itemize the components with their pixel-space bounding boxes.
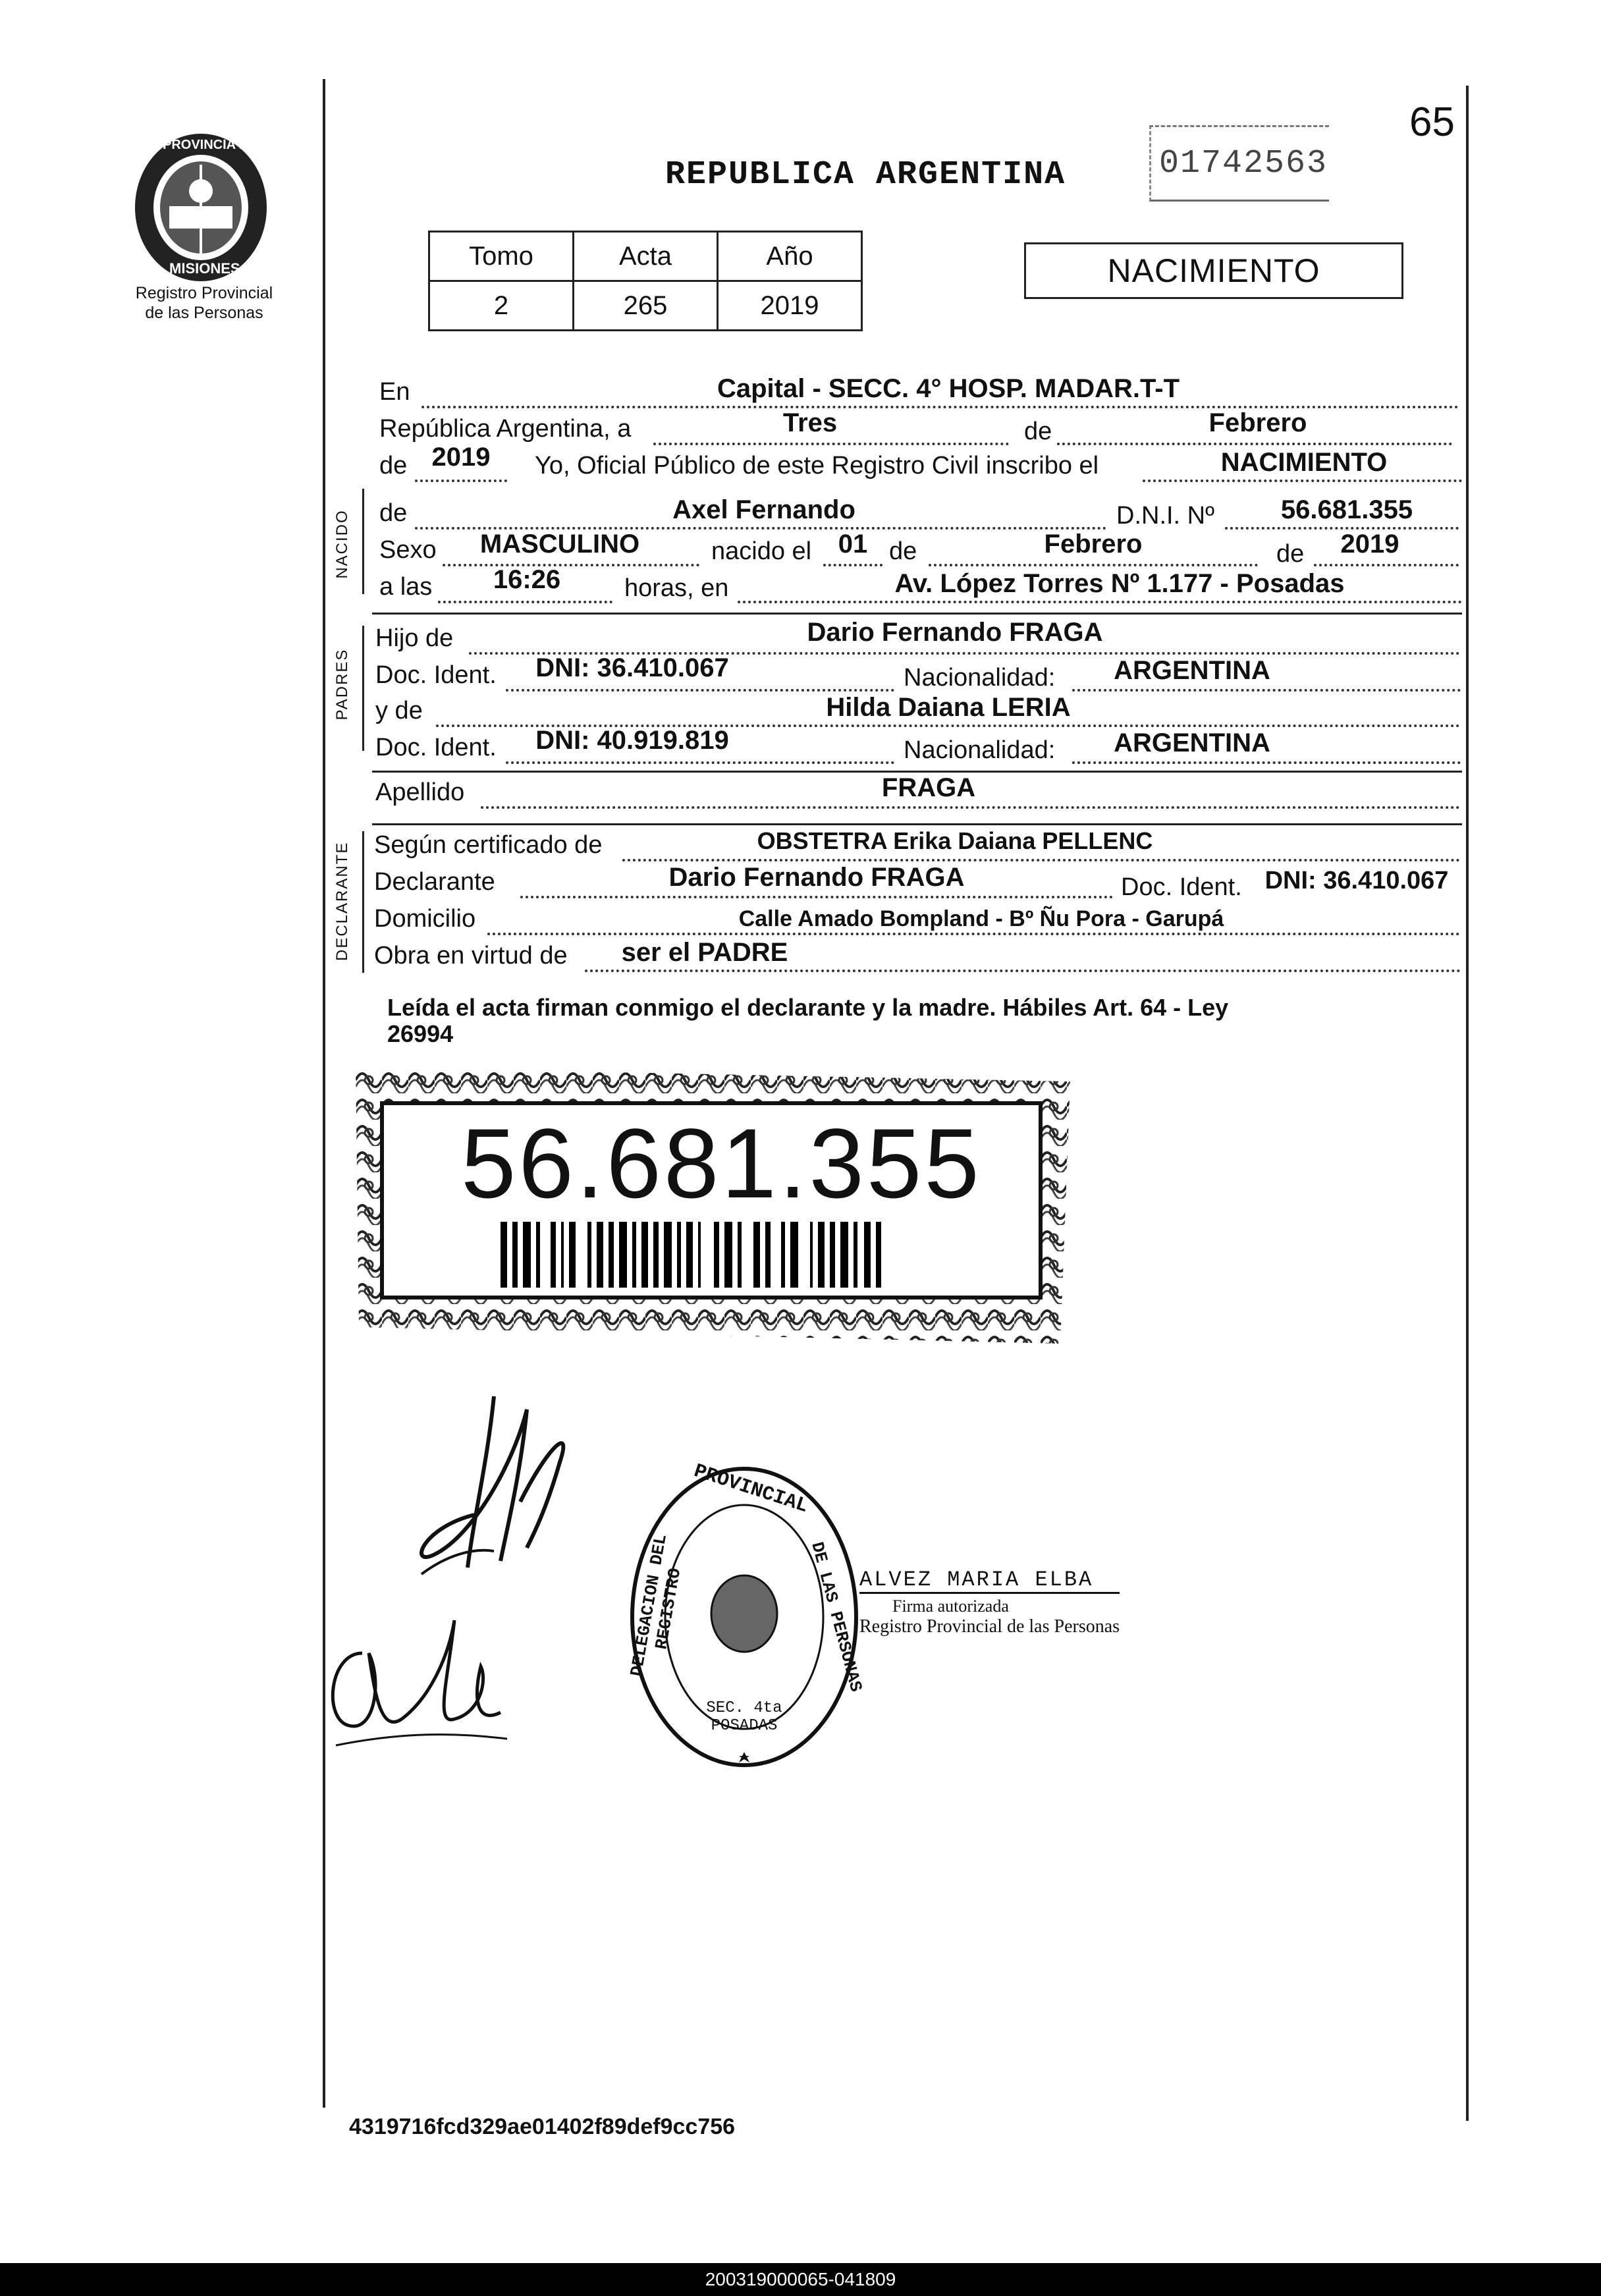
birth-day-value: 01	[838, 530, 868, 559]
de-label: de	[1024, 418, 1052, 445]
tomo-header: Tomo	[429, 232, 574, 281]
dots	[520, 896, 1113, 898]
nacido-section-label: NACIDO	[333, 509, 351, 579]
section-divider	[372, 771, 1462, 773]
republic-label: República Argentina, a	[379, 415, 632, 443]
cert-label: Según certificado de	[374, 831, 603, 859]
seal-inner-text: SEC. 4ta POSADAS	[706, 1699, 782, 1735]
tomo-value: 2	[429, 281, 574, 331]
dots	[738, 601, 1462, 603]
dots	[438, 601, 612, 603]
dni-label: D.N.I. Nº	[1116, 502, 1214, 530]
seal-ring-top: PROVINCIAL	[691, 1460, 811, 1518]
dots	[622, 859, 1460, 861]
section-divider	[372, 823, 1462, 825]
declarante-label: Declarante	[374, 868, 495, 896]
apellido-label: Apellido	[375, 779, 465, 806]
declarant-doc-value: DNI: 36.410.067	[1264, 867, 1449, 894]
domicilio-label: Domicilio	[374, 905, 476, 933]
birth-year-value: 2019	[1340, 530, 1399, 559]
acta-value: 265	[574, 281, 718, 331]
doc-ident-label: Doc. Ident.	[375, 661, 497, 689]
mother-signature	[323, 1600, 520, 1775]
left-margin-line	[323, 79, 325, 2108]
father-name-value: Dario Fernando FRAGA	[807, 618, 1103, 647]
emblem-text-bottom: MISIONES	[169, 260, 240, 277]
mother-nationality-value: ARGENTINA	[1114, 728, 1270, 757]
padres-bracket	[362, 626, 364, 751]
declarant-signature	[395, 1383, 593, 1584]
registry-label-line2: de las Personas	[145, 304, 263, 322]
dots	[506, 689, 894, 692]
doc-ident-label: Doc. Ident.	[375, 734, 497, 761]
dots	[929, 564, 1258, 566]
dots	[415, 479, 507, 482]
officer-text: Yo, Oficial Público de este Registro Civil inscribo el	[535, 452, 1099, 479]
time-label: a las	[379, 573, 433, 601]
registry-label	[99, 283, 310, 323]
surname-value: FRAGA	[881, 773, 976, 802]
closing-line1: Leída el acta firman conmigo el declarante y la madre. Hábiles Art. 64 - Ley	[387, 994, 1229, 1021]
misiones-emblem	[122, 128, 280, 287]
de-label: de	[1276, 540, 1305, 568]
de-label: de	[889, 537, 917, 565]
hours-label: horas, en	[624, 574, 729, 602]
dots	[487, 933, 1460, 935]
hijo-de-label: Hijo de	[375, 624, 454, 652]
child-name-value: Axel Fernando	[672, 495, 855, 524]
sex-value: MASCULINO	[479, 530, 640, 559]
record-table	[428, 231, 863, 331]
seal-ring-left: DELEGACION DEL REGISTRO	[626, 1533, 686, 1678]
month-value: Febrero	[1208, 408, 1307, 437]
officer-stamp	[859, 1568, 1120, 1637]
dots	[823, 564, 882, 566]
serial-number: 01742563	[1159, 145, 1328, 182]
registry-label-line1: Registro Provincial	[135, 284, 273, 302]
dots	[1057, 443, 1452, 445]
certificate-value: OBSTETRA Erika Daiana PELLENC	[757, 827, 1153, 854]
nacionalidad-label: Nacionalidad:	[904, 664, 1056, 692]
birth-month-value: Febrero	[1044, 530, 1143, 559]
document-type-box: NACIMIENTO	[1024, 242, 1403, 299]
anio-value: 2019	[718, 281, 862, 331]
dots	[585, 970, 1461, 972]
dots	[1072, 689, 1461, 692]
virtue-value: ser el PADRE	[621, 938, 788, 967]
barcode	[501, 1222, 922, 1288]
father-nationality-value: ARGENTINA	[1114, 656, 1270, 685]
father-doc-value: DNI: 36.410.067	[535, 653, 729, 682]
year-prefix-label: de	[379, 452, 408, 479]
dots	[1072, 761, 1461, 764]
closing-line2: 26994	[387, 1020, 454, 1047]
registry-seal	[626, 1460, 866, 1775]
y-de-label: y de	[375, 697, 423, 724]
mother-name-value: Hilda Daiana LERIA	[826, 693, 1071, 722]
anio-header: Año	[718, 232, 862, 281]
stamp-office: Registro Provincial de las Personas	[859, 1616, 1120, 1637]
address-value: Calle Amado Bompland - Bº Ñu Pora - Garupá	[738, 906, 1224, 931]
dots	[506, 761, 894, 764]
section-divider	[372, 613, 1462, 615]
doc-ident-label: Doc. Ident.	[1121, 873, 1242, 901]
declarante-bracket	[362, 831, 364, 973]
birth-time-value: 16:26	[493, 565, 561, 594]
en-label: En	[379, 378, 410, 406]
acta-header: Acta	[574, 232, 718, 281]
stamp-name: ALVEZ MARIA ELBA	[859, 1568, 1120, 1594]
stamp-role: Firma autorizada	[892, 1597, 1009, 1616]
day-words-value: Tres	[782, 408, 838, 437]
page-number: 65	[1409, 99, 1455, 145]
dni-label-number: 56.681.355	[461, 1108, 982, 1218]
nacido-el-label: nacido el	[711, 537, 812, 565]
sexo-label: Sexo	[379, 536, 437, 564]
padres-section-label: PADRES	[333, 648, 351, 721]
dots	[1143, 479, 1462, 482]
emblem-text-top: PROVINCIA DE	[163, 138, 258, 152]
child-dni-value: 56.681.355	[1280, 495, 1413, 524]
nacionalidad-label: Nacionalidad:	[904, 736, 1056, 764]
seal-ring-right: DE LAS PERSONAS	[807, 1540, 866, 1694]
dots	[1314, 564, 1459, 566]
intro-year-value: 2019	[431, 443, 491, 472]
birthplace-value: Av. López Torres Nº 1.177 - Posadas	[894, 569, 1345, 598]
nacido-bracket	[362, 489, 364, 594]
de-label: de	[379, 499, 408, 527]
obra-label: Obra en virtud de	[374, 942, 568, 970]
dots	[481, 806, 1460, 809]
mother-doc-value: DNI: 40.919.819	[535, 726, 729, 755]
footer-id-bar: 200319000065-041809	[0, 2263, 1601, 2296]
act-type-value: NACIMIENTO	[1220, 448, 1388, 477]
country-title: REPUBLICA ARGENTINA	[665, 156, 1066, 194]
dots	[653, 443, 1009, 445]
declarante-section-label: DECLARANTE	[333, 841, 351, 961]
document-hash: 4319716fcd329ae01402f89def9cc756	[349, 2114, 736, 2139]
closing-statement	[387, 995, 1441, 1047]
place-value: Capital - SECC. 4° HOSP. MADAR.T-T	[717, 374, 1180, 403]
right-margin-line	[1466, 86, 1469, 2121]
declarant-name-value: Dario Fernando FRAGA	[668, 863, 965, 892]
